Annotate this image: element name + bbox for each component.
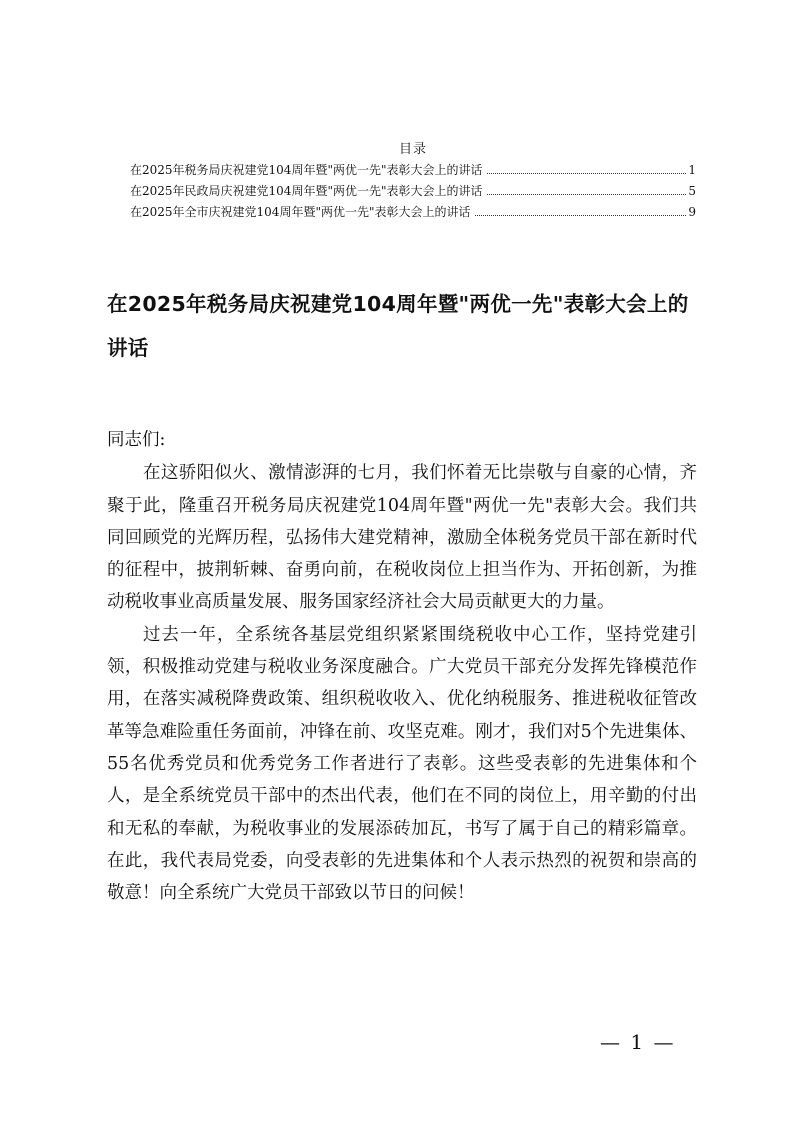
toc-entry-page: 9	[688, 205, 696, 219]
toc-entry-text: 在2025年全市庆祝建党104周年暨"两优一先"表彰大会上的讲话	[130, 205, 471, 219]
toc-entry-page: 5	[688, 184, 696, 198]
body-paragraph: 过去一年，全系统各基层党组织紧紧围绕税收中心工作，坚持党建引领，积极推动党建与税收业务深度融合。广大党员干部充分发挥先锋模范作用，在落实减税降费政策、组织税收收入、优化纳税服务、推进税收征管改革等急难险重任务面前，冲锋在前、攻坚克难。刚才，我们对5个先进集体、55名优秀党员和优秀党务工作者进行了表彰。这些受表彰的先进集体和个人，是全系统党员干部中的杰出代表，他们在不同的岗位上，用辛勤的付出和无私的奉献，为税收事业的发展添砖加瓦，书写了属于自己的精彩篇章。在此，我代表局党委，向受表彰的先进集体和个人表示热烈的祝贺和崇高的敬意！向全系统广大党员干部致以节日的问候！	[107, 624, 697, 904]
toc-leader-dots	[487, 172, 687, 174]
toc-title: 目录	[398, 142, 427, 157]
article-body	[107, 424, 697, 909]
body-paragraph: 在这骄阳似火、激情澎湃的七月，我们怀着无比崇敬与自豪的心情，齐聚于此，隆重召开税务局庆祝建党104周年暨"两优一先"表彰大会。我们共同回顾党的光辉历程，弘扬伟大建党精神，激励全体税务党员干部在新时代的征程中，披荆斩棘、奋勇向前，在税收岗位上担当作为、开拓创新，为推动税收事业高质量发展、服务国家经济社会大局贡献更大的力量。	[107, 463, 697, 613]
toc-leader-dots	[487, 193, 687, 195]
page-number: — 1 —	[600, 1030, 676, 1054]
toc-entry-text: 在2025年民政局庆祝建党104周年暨"两优一先"表彰大会上的讲话	[130, 184, 483, 198]
toc-entry[interactable]	[130, 160, 696, 181]
toc-entry-page: 1	[688, 163, 696, 177]
toc-entry[interactable]	[130, 181, 696, 202]
toc-entry[interactable]	[130, 202, 696, 223]
table-of-contents	[130, 140, 696, 223]
article-title: 在2025年税务局庆祝建党104周年暨"两优一先"表彰大会上的讲话	[107, 292, 689, 360]
salutation: 同志们:	[107, 430, 166, 450]
toc-leader-dots	[475, 214, 687, 216]
toc-entry-text: 在2025年税务局庆祝建党104周年暨"两优一先"表彰大会上的讲话	[130, 163, 483, 177]
